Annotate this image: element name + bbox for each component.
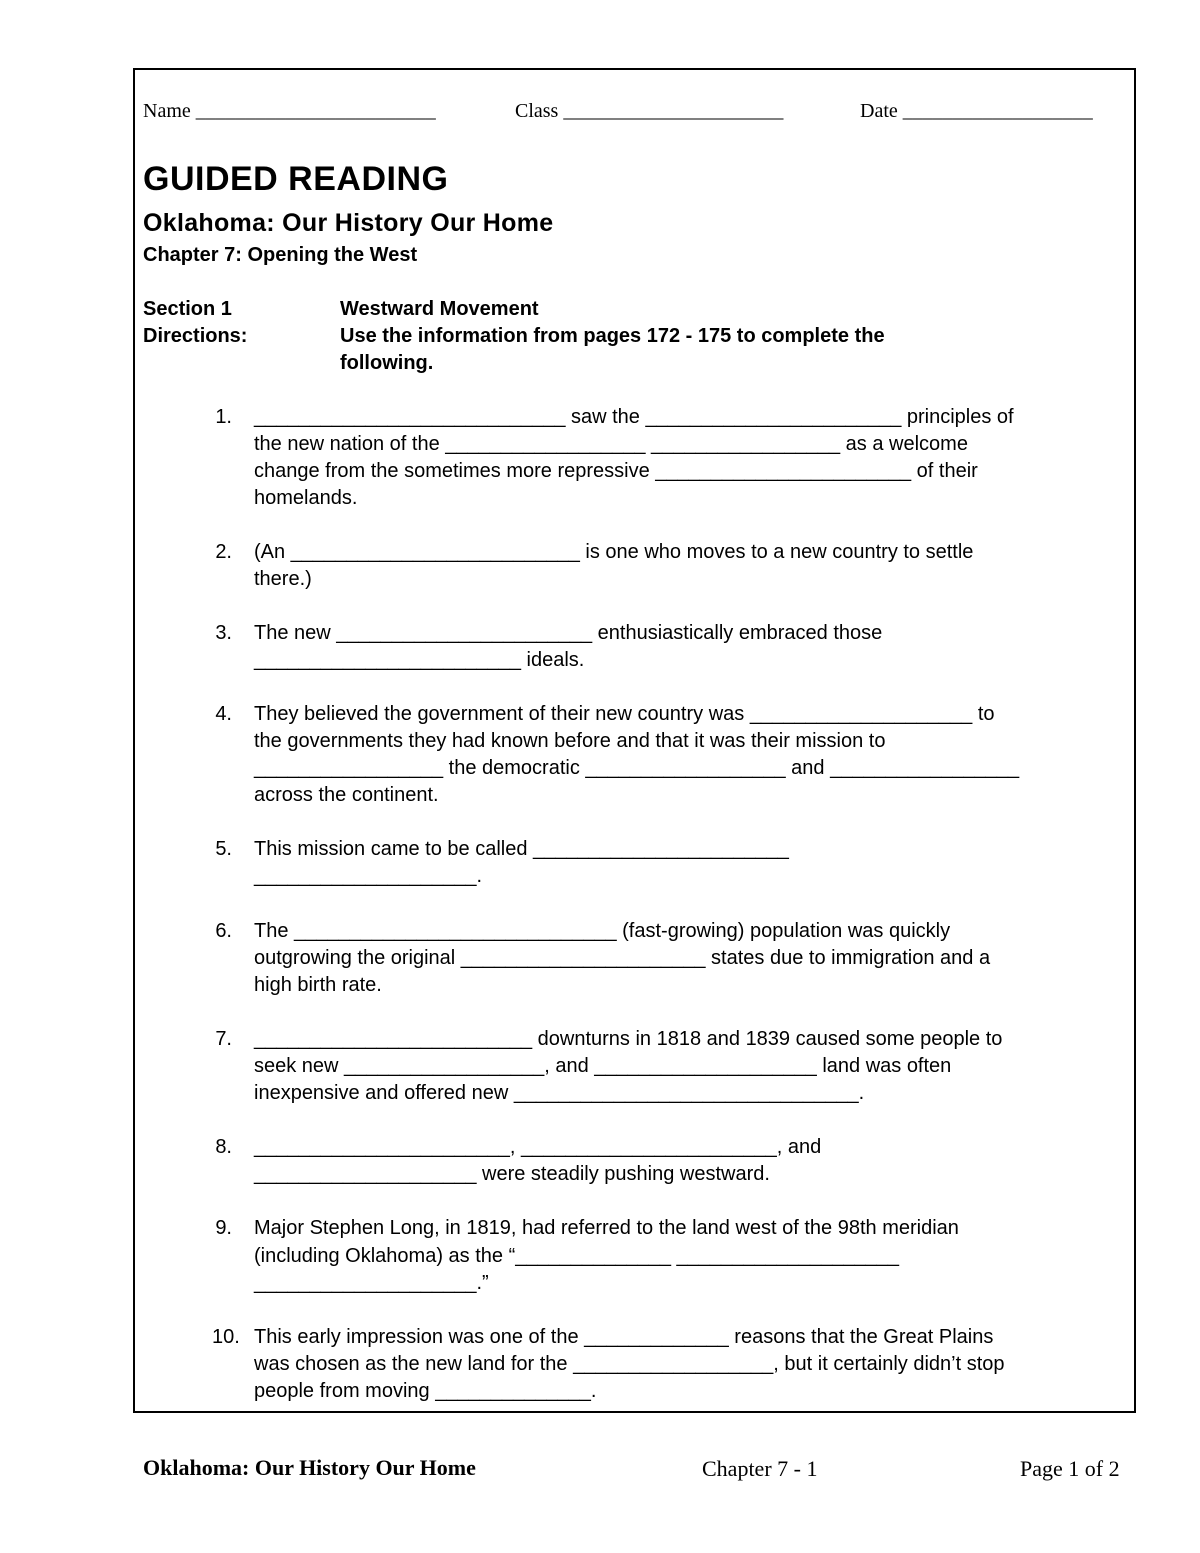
question-line: ____________________.”	[254, 1272, 489, 1294]
footer-page-number: Page 1 of 2	[1020, 1456, 1120, 1481]
chapter-heading: Chapter 7: Opening the West	[143, 244, 418, 266]
question-number: 1.	[215, 406, 232, 428]
page-title: GUIDED READING	[143, 160, 449, 198]
question-line: _______________________, _______________________, and	[254, 1136, 822, 1158]
question-line: the governments they had known before and that it was their mission to	[254, 730, 886, 752]
question-line: The _____________________________ (fast-growing) population was quickly	[254, 920, 951, 942]
section-label: Section 1	[143, 298, 232, 320]
section-value: Westward Movement	[340, 298, 539, 320]
question-line: inexpensive and offered new _______________________________.	[254, 1082, 865, 1104]
footer-book-title: Oklahoma: Our History Our Home	[143, 1455, 476, 1480]
question-line: change from the sometimes more repressive _______________________ of their	[254, 460, 978, 482]
question-number: 5.	[215, 838, 232, 860]
question-line: This early impression was one of the _____________ reasons that the Great Plains	[254, 1326, 994, 1348]
question-line: outgrowing the original ______________________ states due to immigration and a	[254, 947, 991, 969]
question-number: 6.	[215, 920, 232, 942]
question-line: (including Oklahoma) as the “______________ ____________________	[254, 1245, 899, 1267]
question-line: ____________________.	[254, 865, 483, 887]
question-number: 9.	[215, 1217, 232, 1239]
question-line: there.)	[254, 568, 312, 590]
question-line: They believed the government of their new country was ____________________ to	[254, 703, 995, 725]
question-line: across the continent.	[254, 784, 439, 806]
class-field[interactable]: Class ______________________	[515, 100, 784, 122]
name-field[interactable]: Name ________________________	[143, 100, 436, 122]
question-line: the new nation of the __________________ _________________ as a welcome	[254, 433, 968, 455]
question-line: ____________________ were steadily pushing westward.	[254, 1163, 770, 1185]
question-number: 4.	[215, 703, 232, 725]
book-subtitle: Oklahoma: Our History Our Home	[143, 209, 554, 237]
question-line: _________________ the democratic __________________ and _________________	[254, 757, 1020, 779]
question-number: 8.	[215, 1136, 232, 1158]
directions-label: Directions:	[143, 325, 248, 347]
question-line: ____________________________ saw the _______________________ principles of	[254, 406, 1014, 428]
question-line: (An __________________________ is one who moves to a new country to settle	[254, 541, 974, 563]
question-line: ________________________ ideals.	[254, 649, 585, 671]
date-field[interactable]: Date ___________________	[860, 100, 1093, 122]
question-number: 2.	[215, 541, 232, 563]
footer-chapter: Chapter 7 - 1	[702, 1456, 818, 1481]
question-line: homelands.	[254, 487, 358, 509]
question-line: The new _______________________ enthusiastically embraced those	[254, 622, 883, 644]
question-number: 10.	[212, 1326, 240, 1348]
directions-text-2: following.	[340, 352, 434, 374]
question-number: 7.	[215, 1028, 232, 1050]
question-line: This mission came to be called _______________________	[254, 838, 789, 860]
directions-text-1: Use the information from pages 172 - 175 to complete the	[340, 325, 885, 347]
question-line: Major Stephen Long, in 1819, had referred to the land west of the 98th meridian	[254, 1217, 959, 1239]
question-line: seek new __________________, and ____________________ land was often	[254, 1055, 952, 1077]
question-line: was chosen as the new land for the __________________, but it certainly didn’t stop	[254, 1353, 1005, 1375]
question-line: _________________________ downturns in 1818 and 1839 caused some people to	[254, 1028, 1003, 1050]
question-line: high birth rate.	[254, 974, 382, 996]
question-number: 3.	[215, 622, 232, 644]
question-line: people from moving ______________.	[254, 1380, 597, 1402]
